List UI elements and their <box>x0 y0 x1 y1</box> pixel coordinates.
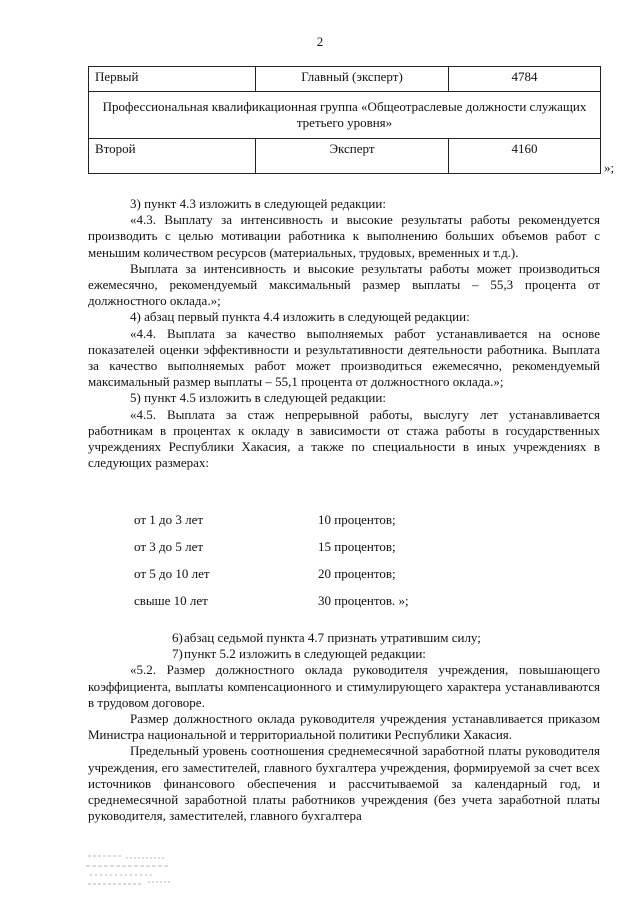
item-text: пункт 5.2 изложить в следующей редакции: <box>184 646 426 662</box>
period-range: от 1 до 3 лет <box>134 512 204 527</box>
table-group-heading: Профессиональная квалификационная группа «Общеотраслевые должности служащих третьего уровня» <box>89 92 601 139</box>
period-percent: 20 процентов; <box>318 566 396 581</box>
item-number: 6) <box>172 630 183 645</box>
seniority-list <box>134 512 409 620</box>
paragraph-4-3-payment: Выплата за интенсивность и высокие результаты работы может производиться ежемесячно, рекомендуемый максимальный размер выплаты – 55,3 процента от должностного оклада.»; <box>88 260 600 309</box>
paragraph-5-2-ratio: Предельный уровень соотношения среднемесячной заработной платы руководителя учреждения, его заместителей, главного бухгалтера учреждения, формируемой за счет всех источников финансового обеспечения и рассчитываемой за календарный год, и среднемесячной заработной платы работников учреждения (без учета заработной платы руководителя, заместителей, главного бухгалтера <box>88 743 600 824</box>
period-percent: 30 процентов. »; <box>318 593 409 608</box>
paragraph-4-4: «4.4. Выплата за качество выполняемых работ устанавливается на основе показателей оценки эффективности и результативности деятельности работника. Выплата за качество выполняемых работ может производиться ежемесячно, рекомендуемый максимальный размер выплаты – 55,1 процента от должностного оклада.»; <box>88 325 600 390</box>
paragraph-4-5: «4.5. Выплата за стаж непрерывной работы, выслугу лет устанавливается работникам в процентах к окладу в зависимости от стажа работы в государственных учреждениях Республики Хакасия, а также по специальности в иных учреждениях в следующих размерах: <box>88 406 600 471</box>
amendment-item-7 <box>88 646 600 662</box>
page-number: 2 <box>316 34 324 49</box>
item-number: 7) <box>172 646 183 662</box>
table-row <box>89 67 601 92</box>
paragraph-4-3: «4.3. Выплату за интенсивность и высокие результаты работы рекомендуется производить с целью мотивации работника к выполнению больших объемов работ с меньшим количеством ресурсов (материальных, трудовых, временных и т.д.). <box>88 212 600 260</box>
table-cell-position: Эксперт <box>256 139 449 174</box>
amendment-item-4: 4) абзац первый пункта 4.4 изложить в следующей редакции: <box>130 309 470 325</box>
period-percent: 10 процентов; <box>318 512 396 527</box>
table-group-row <box>89 92 601 139</box>
amendment-item-6 <box>88 630 600 646</box>
list-item <box>134 593 409 620</box>
table-cell-level: Второй <box>89 139 256 174</box>
amendment-item-3: 3) пункт 4.3 изложить в следующей редакции: <box>130 196 386 211</box>
body-text <box>88 196 600 471</box>
registration-stamp-icon <box>82 848 172 894</box>
period-range: от 3 до 5 лет <box>134 539 204 554</box>
paragraph-5-2: «5.2. Размер должностного оклада руководителя учреждения, повышающего коэффициента, выплаты компенсационного и стимулирующего характера устанавливаются в трудовом договоре. <box>88 662 600 710</box>
table-cell-salary: 4784 <box>449 67 601 92</box>
table-cell-level: Первый <box>89 67 256 92</box>
paragraph-5-2-salary: Размер должностного оклада руководителя учреждения устанавливается приказом Министра национальной и территориальной политики Республики Хакасия. <box>88 711 600 743</box>
amendment-item-5: 5) пункт 4.5 изложить в следующей редакции: <box>130 390 386 406</box>
table-cell-salary: 4160 <box>449 139 601 174</box>
table-closing-quote: »; <box>604 160 615 175</box>
list-item <box>134 566 409 593</box>
body-text-continued <box>88 630 600 824</box>
table-cell-position: Главный (эксперт) <box>256 67 449 92</box>
period-percent: 15 процентов; <box>318 539 396 554</box>
item-text: абзац седьмой пункта 4.7 признать утратившим силу; <box>184 630 481 645</box>
period-range: от 5 до 10 лет <box>134 566 210 581</box>
salary-table <box>88 66 601 174</box>
list-item <box>134 512 409 539</box>
period-range: свыше 10 лет <box>134 593 208 608</box>
table-row <box>89 139 601 174</box>
list-item <box>134 539 409 566</box>
